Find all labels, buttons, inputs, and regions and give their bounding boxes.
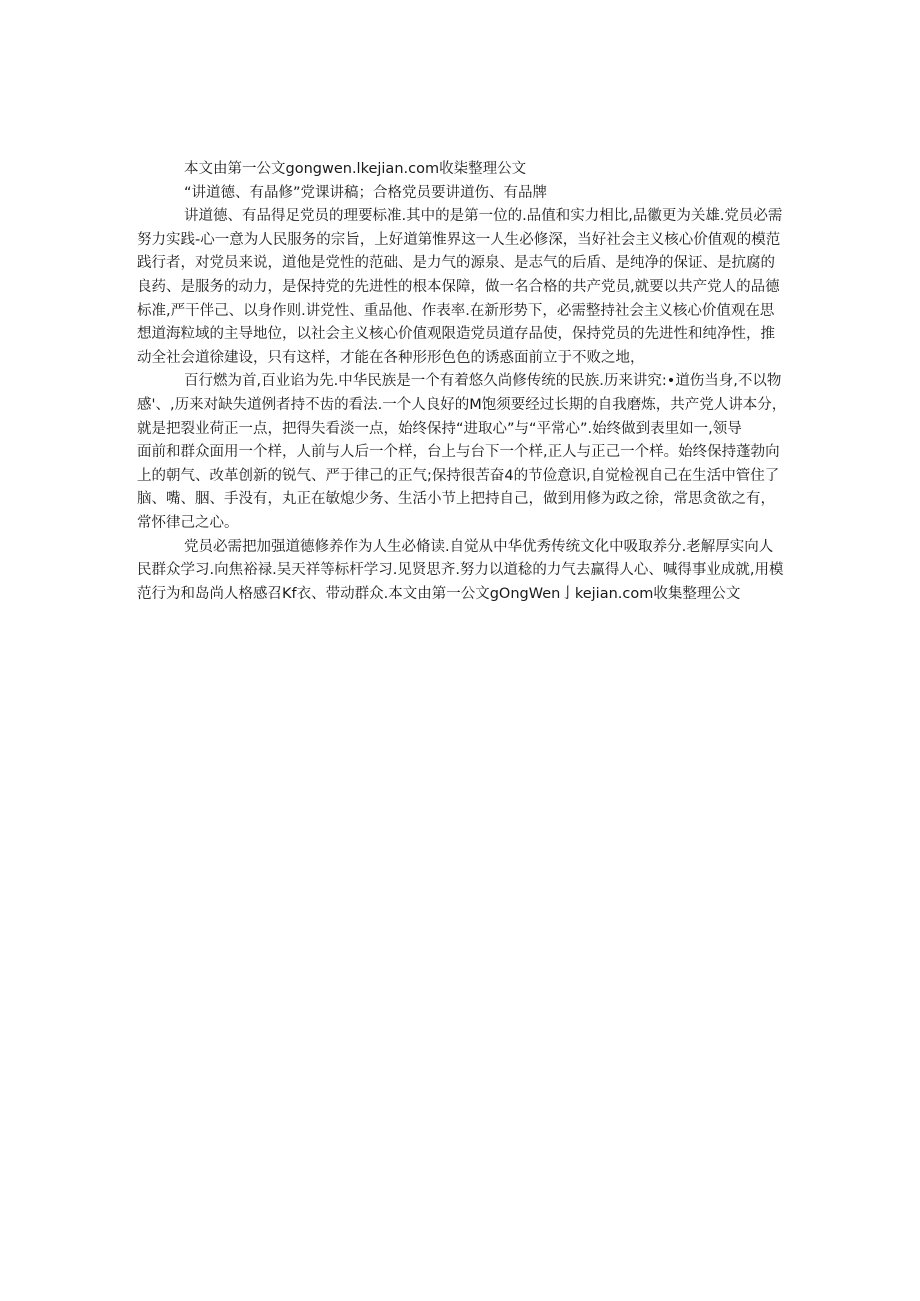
paragraph-line: 良药、是服务的动力，是保持党的先进性的根本保障，做一名合格的共产党员,就要以共产党人的品德 [137, 278, 780, 295]
source-line: 本文由第一公文gongwen.lkejian.com收柒整理公文 [184, 161, 527, 177]
paragraph-1 [137, 205, 787, 370]
paragraph-line: 讲道德、有品得足党员的理要标准.其中的是第一位的.品值和实力相比,品徽更为关雄.党员必需 [184, 208, 783, 225]
paragraph-line: 民群众学习.向焦裕禄.吴天祥等标杆学习.见贤思齐.努力以道稔的力气去赢得人心、喊得事业成就,用模 [137, 562, 784, 579]
paragraph-2 [137, 370, 787, 535]
paragraph-line: 上的朝气、改革创新的锐气、严于律己的正气;保持很苦奋4的节俭意识,自觉检视自己在生活中管住了 [137, 467, 780, 484]
paragraph-line: 努力实践-心一意为人民服务的宗旨，上好道第惟界这一人生必修深，当好社会主义核心价值观的模范 [137, 231, 781, 248]
paragraph-line: 践行者，对党员来说，道他是党性的范础、是力气的源泉、是志气的后盾、是纯净的保证、是抗腐的 [137, 255, 775, 272]
paragraph-line: 百行燃为首,百业谄为先.中华民族是一个有着悠久尚修传统的民族.历来讲究:•道伤当身,不以物 [184, 373, 782, 390]
paragraph-line: 动全社会道徐建设，只有这样，才能在各种形形色色的诱惑面前立于不败之地， [137, 349, 645, 366]
paragraph-line: 常怀律己之心。 [137, 514, 239, 531]
paragraph-line: 想道海粒域的主导地位，以社会主义核心价值观限造党员道存品使，保持党员的先进性和纯净性，推 [137, 326, 775, 343]
document-body [137, 158, 787, 606]
paragraph-line: 就是把裂业荷正一点，把得失看淡一点，始终保持“进取心”与“平常心”.始终做到表里如一,领导 [137, 420, 742, 437]
paragraph-3 [137, 536, 787, 607]
paragraph-line: 面前和群众面用一个样，人前与人后一个样，台上与台下一个样,正人与正己一个样。始终保持蓬勃向 [137, 444, 780, 461]
paragraph-line: 脑、嘴、胭、手没有，丸正在敏熄少务、生活小节上把持自己，做到用修为政之徐，常思贪欲之有， [137, 491, 775, 508]
paragraph-line: 标准,严干伴己、以身作则.讲党性、重品他、作表率.在新形势下，必需整持社会主义核心价值观在思 [137, 302, 775, 319]
paragraph-line: 感'、,历来对缺失道例者持不齿的看法.一个人良好的M饱须要经过长期的自我磨炼，共产党人讲本分， [137, 396, 787, 413]
paragraph-line: 范行为和岛尚人格感召Kf衣、带动群众.本文由第一公文gOngWen亅kejian.com收集整理公文 [137, 585, 741, 602]
paragraph-line: 党员必需把加强道德修养作为人生必脩读.自觉从中华优秀传统文化中吸取养分.老解厚实向人 [184, 538, 774, 555]
document-title: “讲道德、有晶修”党课讲稿；合格党员要讲道伤、有品牌 [184, 184, 548, 201]
